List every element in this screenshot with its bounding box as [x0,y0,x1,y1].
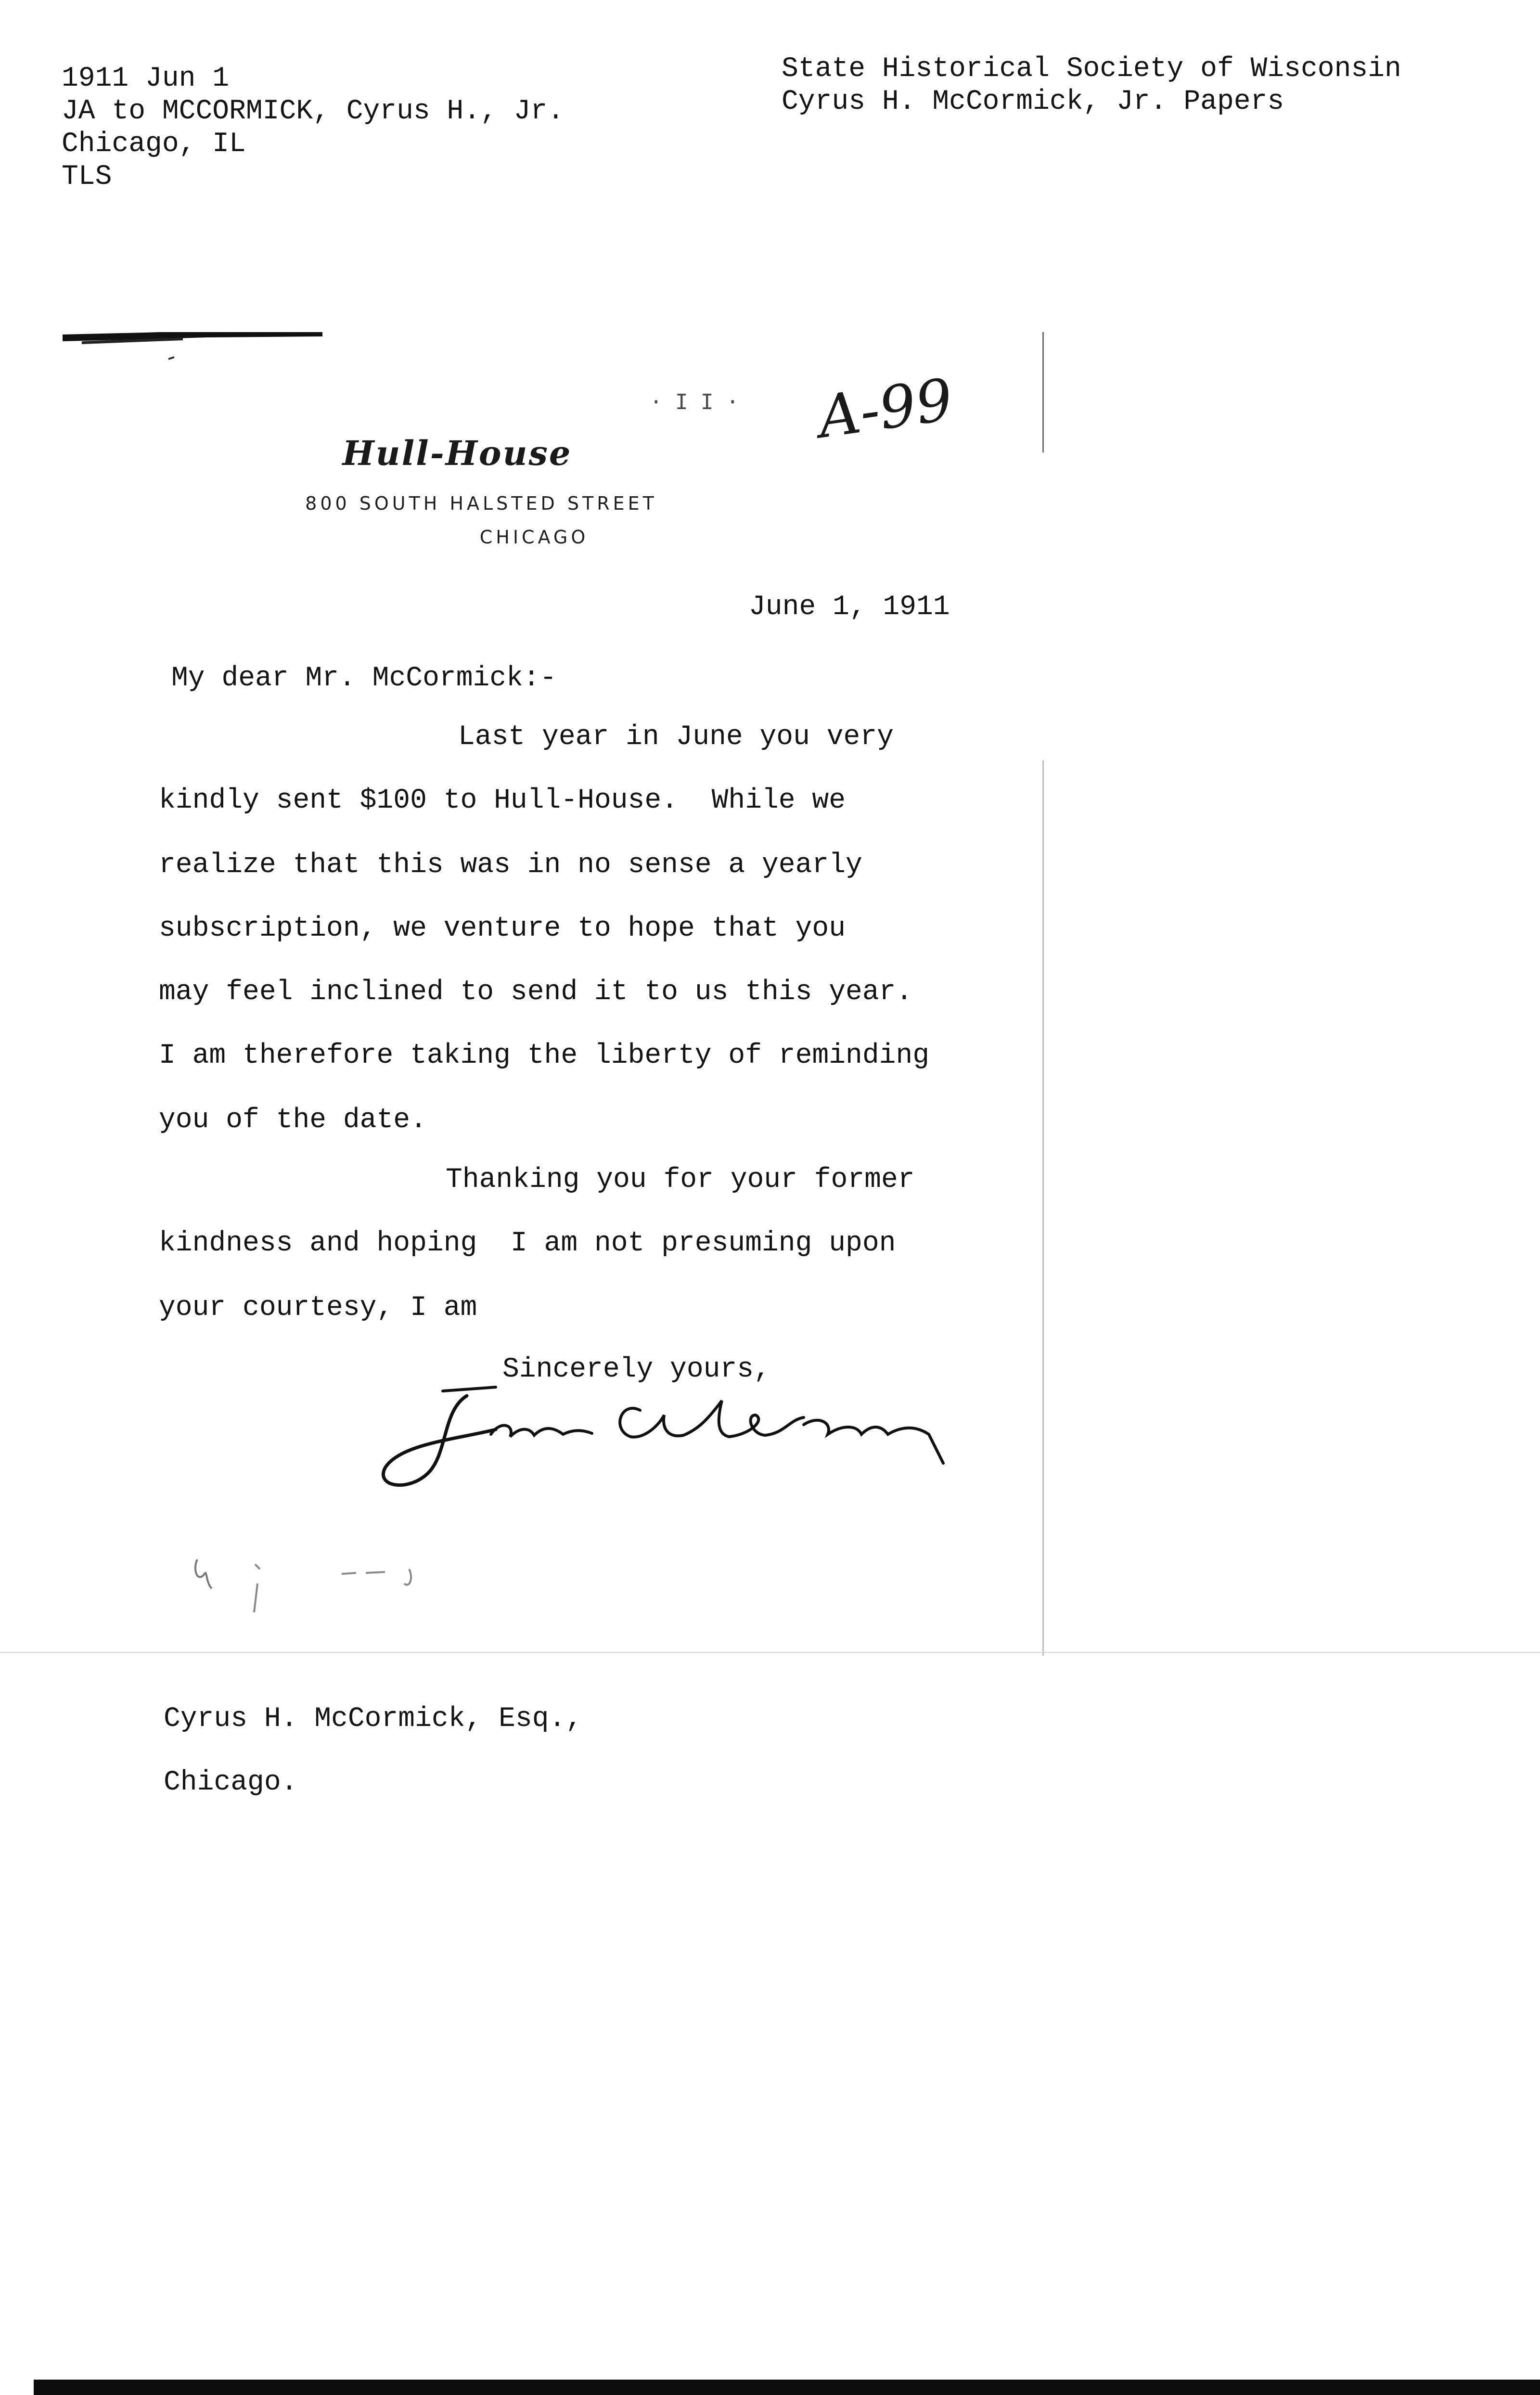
body-line: Last year in June you very [458,721,894,753]
pencil-annotation [183,1540,433,1636]
body-line: subscription, we venture to hope that you [159,913,846,944]
catalog-correspondents: JA to MCCORMICK, Cyrus H., Jr. [62,96,565,127]
fold-line-lower [1042,760,1044,1656]
closing: Sincerely yours, [502,1354,770,1385]
body-line: kindly sent $100 to Hull-House. While we [159,785,846,816]
letter-date: June 1, 1911 [749,592,950,623]
archive-institution: State Historical Society of Wisconsin [782,53,1401,85]
signature [371,1381,996,1497]
scan-smudge [63,332,322,361]
body-line: your courtesy, I am [159,1292,477,1324]
body-line: I am therefore taking the liberty of reminding [159,1040,930,1071]
body-line: you of the date. [159,1105,427,1136]
page-edge-line [0,1652,1540,1653]
letterhead-street: 800 SOUTH HALSTED STREET [305,493,657,514]
catalog-date: 1911 Jun 1 [62,63,230,94]
recipient-city: Chicago. [164,1767,298,1798]
letterhead-city: CHICAGO [479,527,589,548]
recipient-name: Cyrus H. McCormick, Esq., [164,1703,583,1735]
body-line: Thanking you for your former [446,1164,915,1196]
scan-bottom-border [34,2380,1540,2395]
salutation: My dear Mr. McCormick:- [171,663,557,694]
catalog-place: Chicago, IL [62,129,246,160]
body-line: kindness and hoping I am not presuming upon [159,1228,896,1259]
body-line: may feel inclined to send it to us this year. [159,977,913,1008]
letterhead-name: Hull-House [342,433,572,473]
archive-collection: Cyrus H. McCormick, Jr. Papers [782,86,1284,117]
body-line: realize that this was in no sense a yearly [159,850,862,881]
stamp-fragment: · I I · [650,390,739,414]
archive-number: A-99 [814,366,957,451]
fold-line-upper [1042,332,1044,452]
catalog-type: TLS [62,161,112,193]
